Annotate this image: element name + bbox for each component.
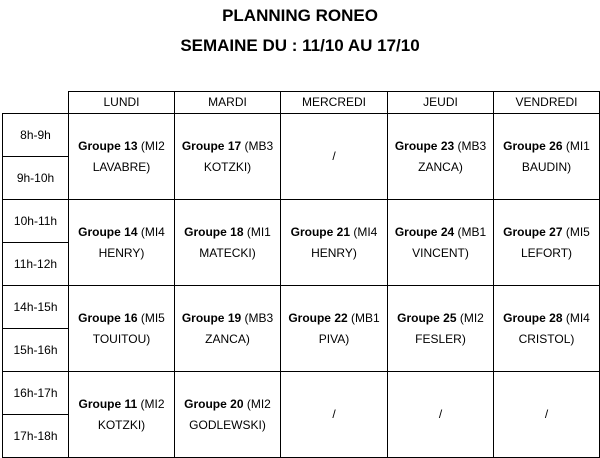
day-header-jeudi: JEUDI [388,92,494,114]
group-detail: (MI2 GODLEWSKI) [189,396,271,432]
group-name: Groupe 28 [503,310,563,325]
group-detail: (MB1 VINCENT) [412,224,487,260]
group-name: Groupe 19 [181,310,242,325]
empty-slot-marker: / [332,407,336,421]
group-detail: (MI5 TOUITOU) [92,310,165,346]
group-name: Groupe 20 [184,396,244,411]
schedule-cell [175,114,281,200]
day-header-lundi: LUNDI [69,92,175,114]
schedule-cell [388,200,494,286]
table-row [3,114,600,157]
group-detail: (MI1 BAUDIN) [521,138,590,174]
group-name: Groupe 23 [394,138,455,153]
group-name: Groupe 26 [503,138,563,153]
schedule-cell [175,200,281,286]
corner-cell [3,92,69,114]
group-name: Groupe 25 [397,310,457,325]
group-detail: (MI4 HENRY) [98,224,165,260]
group-name: Groupe 21 [290,224,350,239]
schedule-cell [494,286,600,372]
group-detail: (MB3 KOTZKI) [203,138,274,174]
schedule-table [2,91,600,458]
page-subtitle: SEMAINE DU : 11/10 AU 17/10 [180,36,420,55]
group-name: Groupe 18 [184,224,244,239]
day-header-vendredi: VENDREDI [494,92,600,114]
group-detail: (MI2 FESLER) [415,310,484,346]
schedule-cell [388,372,494,458]
schedule-cell [494,200,600,286]
group-detail: (MI1 MATECKI) [199,224,271,260]
time-slot: 9h-10h [3,157,69,200]
group-name: Groupe 11 [78,396,138,411]
group-detail: (MI2 KOTZKI) [97,396,165,432]
group-name: Groupe 14 [78,224,138,239]
schedule-cell [69,200,175,286]
group-name: Groupe 24 [394,224,455,239]
group-detail: (MI5 LEFORT) [520,224,590,260]
schedule-cell [281,200,388,286]
group-detail: (MI2 LAVABRE) [92,138,165,174]
schedule-cell [494,372,600,458]
time-slot: 14h-15h [3,286,69,329]
group-name: Groupe 27 [503,224,563,239]
schedule-cell [388,286,494,372]
schedule-cell [175,372,281,458]
day-header-mardi: MARDI [175,92,281,114]
schedule-cell [281,114,388,200]
time-slot: 17h-18h [3,415,69,458]
empty-slot-marker: / [438,407,443,421]
time-slot: 15h-16h [3,329,69,372]
table-row [3,200,600,243]
day-header-row [3,92,600,114]
group-name: Groupe 17 [181,138,242,153]
time-slot: 10h-11h [3,200,69,243]
group-name: Groupe 13 [78,138,138,153]
group-detail: (MB1 PIVA) [318,310,380,346]
group-name: Groupe 16 [78,310,138,325]
day-header-mercredi: MERCREDI [281,92,388,114]
group-detail: (MI4 CRISTOL) [518,310,590,346]
time-slot: 8h-9h [3,114,69,157]
schedule-cell [281,286,388,372]
group-name: Groupe 22 [288,310,348,325]
schedule-cell [69,372,175,458]
schedule-cell [388,114,494,200]
schedule-cell [281,372,388,458]
table-row [3,372,600,415]
time-slot: 11h-12h [3,243,69,286]
schedule-cell [69,286,175,372]
page-title: PLANNING RONEO [222,6,378,25]
group-detail: (MB3 ZANCA) [418,138,487,174]
group-detail: (MB3 ZANCA) [205,310,274,346]
schedule-cell [494,114,600,200]
empty-slot-marker: / [332,149,336,163]
schedule-cell [175,286,281,372]
schedule-cell [69,114,175,200]
time-slot: 16h-17h [3,372,69,415]
group-detail: (MI4 HENRY) [311,224,378,260]
empty-slot-marker: / [544,407,549,421]
table-row [3,286,600,329]
